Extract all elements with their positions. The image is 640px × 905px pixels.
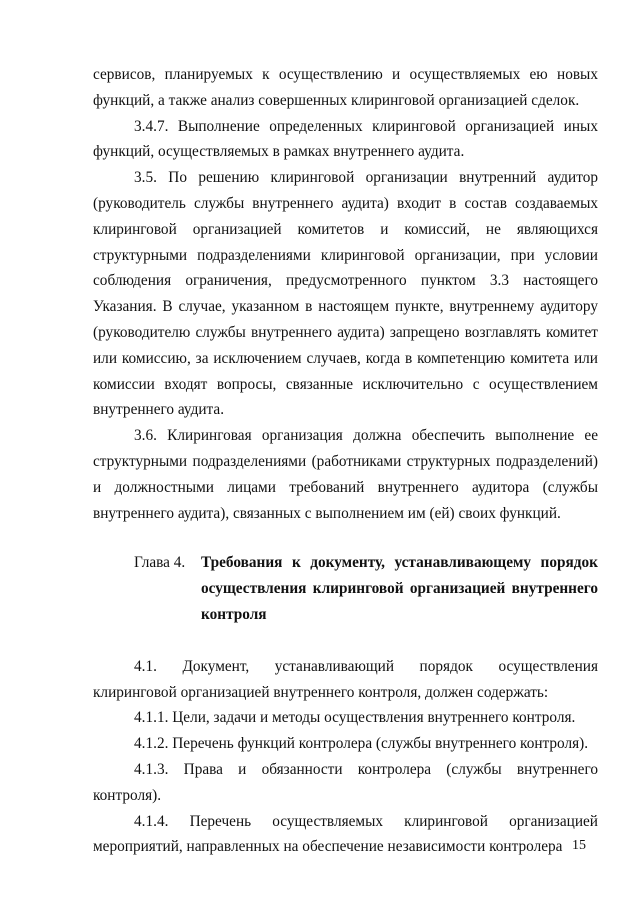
paragraph-4-1-1: 4.1.1. Цели, задачи и методы осуществления внутреннего контроля. — [134, 709, 576, 727]
chapter-title: Требования к документу, устанавливающему порядок осуществления клиринговой организацией внутреннего контроля — [201, 554, 598, 623]
paragraph-3-6: 3.6. Клиринговая организация должна обеспечить выполнение ее структурными подразделениями (работниками структурных подразделений) и должностными лицами требований внутреннего аудитора (службы внутреннего аудита), связанных с выполнением им (ей) своих функций. — [93, 427, 598, 522]
paragraph-4-1: 4.1. Документ, устанавливающий порядок осуществления клиринговой организацией внутреннего контроля, должен содержать: — [93, 657, 598, 701]
page-number: 15 — [572, 838, 586, 853]
document-page — [93, 62, 598, 860]
paragraph-3-4-7: 3.4.7. Выполнение определенных клиринговой организацией иных функций, осуществляемых в рамках внутреннего аудита. — [93, 117, 598, 161]
paragraph-4-1-3: 4.1.3. Права и обязанности контролера (службы внутреннего контроля). — [93, 760, 598, 804]
paragraph-services-continued: сервисов, планируемых к осуществлению и осуществляемых ею новых функций, а также анализ совершенных клиринговой организацией сделок. — [93, 66, 598, 109]
paragraph-4-1-4: 4.1.4. Перечень осуществляемых клиринговой организацией мероприятий, направленных на обеспечение независимости контролера — [93, 812, 598, 856]
paragraph-4-1-2: 4.1.2. Перечень функций контролера (службы внутреннего контроля). — [134, 735, 589, 753]
chapter-number: Глава 4. — [134, 554, 186, 572]
chapter-heading — [93, 550, 598, 627]
paragraph-3-5: 3.5. По решению клиринговой организации внутренний аудитор (руководитель службы внутреннего аудита) входит в состав создаваемых клиринговой организацией комитетов и комиссий, не являющихся структурными подразделениями клиринговой организации, при условии соблюдения ограничения, предусмотренного пунктом 3.3 настоящего Указания. В случае, указанном в настоящем пункте, внутреннему аудитору (руководителю службы внутреннего аудита) запрещено возглавлять комитет или комиссию, за исключением случаев, когда в компетенцию комитета или комиссии входят вопросы, связанные исключительно с осуществлением внутреннего аудита. — [93, 169, 598, 419]
